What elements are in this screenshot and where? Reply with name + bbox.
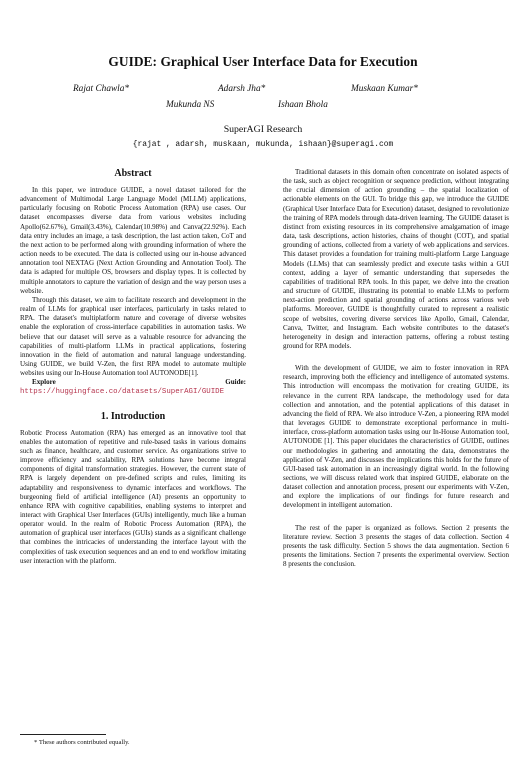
author-name: Adarsh Jha*	[218, 84, 266, 94]
body-paragraph: The rest of the paper is organized as follows. Section 2 presents the literature review. Section 3 presents the stages of data collection. Section 4 presents the task difficulty. Section 5 shows the data augmentation. Section 6 presents the limitations. Section 7 presents the experimental overview. Section 8 presents the conclusion.	[283, 523, 509, 569]
author-emails: {rajat , adarsh, muskaan, mukunda, ishaan}@superagi.com	[132, 140, 394, 149]
footnote: * These authors contributed equally.	[34, 739, 130, 746]
explore-label: Explore Guide:	[32, 378, 246, 387]
body-paragraph: Traditional datasets in this domain often concentrate on isolated aspects of the task, such as object recognition or sequence prediction, without integrating the crucial dimension of action grounding – the spatial localization of actionable elements on the GUI. To bridge this gap, we introduce the GUIDE (Graphical User Interface Data for Execution) dataset, designed to revolutionize the training of RPA models through data-driven learning. The GUIDE dataset is distinct from existing resources in its comprehensive amalgamation of image data, task descriptions, action histories, chains of thought (COT), and spatial grounding of actions, collected from a variety of web applications and services. This dataset provides a foundation for training multi-platform Large Language Models (LLMs) that can seamlessly predict and execute tasks within a GUI context, adding a layer of semantic understanding that supersedes the capabilities of traditional RPA tools. In this paper, we delve into the creation and structure of GUIDE, illustrating its potential to enable LLMs to perform next-action prediction and spatial grounding of actions across various web platforms. Moreover, GUIDE is thoughtfully curated to represent a realistic scope of websites, covering diverse services like Apollo, Gmail, Calendar, Canva, Twitter, and Instagram. Each website contributes to the dataset's heterogeneity in design and interaction patterns, offering a robust testing ground for RPA models.	[283, 168, 509, 350]
author-name: Mukunda NS	[166, 100, 215, 110]
dataset-link[interactable]: https://huggingface.co/datasets/SuperAGI/GUIDE	[20, 388, 225, 397]
author-name: Muskaan Kumar*	[351, 84, 418, 94]
introduction-heading: 1. Introduction	[100, 410, 166, 422]
intro-paragraph: Robotic Process Automation (RPA) has emerged as an innovative tool that enables the automation of repetitive and rule-based tasks in various domains such as finance, healthcare, and customer service. As organizations strive to improve efficiency and scalability, RPA solutions have become integral components of digital transformation strategies. However, the current state of RPA is largely dependent on pre-defined scripts and rules, limiting its adaptability and responsiveness to dynamic interfaces and workflows. The burgeoning field of artificial intelligence (AI) presents an opportunity to enhance RPA with cognitive capabilities, enabling systems to interpret and interact with Graphical User Interfaces (GUIs) intelligently, much like a human operator would. In the realm of Robotic Process Automation (RPA), the automation of graphical user interfaces (GUIs) stands as a significant challenge that combines the intricacies of understanding the interface layout with the complexities of task execution sequences and an end to end workflow imitating user interaction with the platform.	[20, 428, 246, 565]
body-paragraph: With the development of GUIDE, we aim to foster innovation in RPA research, improving both the efficiency and intelligence of automated systems. This introduction will encompass the motivation for creating GUIDE, its relevance in the current RPA landscape, the methodology used for data collection and annotation, and the potential applications of this dataset in advancing the field of RPA. We also introduce V-Zen, a pioneering RPA model that leverages GUIDE to demonstrate exceptional performance in multi-interface, cross-platform automation tasks using our In-House Automation tool, AUTONODE [1]. This paper elucidates the characteristics of GUIDE, outlines our methodologies in gathering and annotating the data, demonstrates the application of V-Zen, and discusses the implications this holds for the future of GUI-based task automation in an increasingly digital world. In the following sections, we will discuss related work that inspired GUIDE, elaborate on the dataset collection and annotation process, present our experiments with V-Zen, and explore the implications of our findings for future research and development in intelligent automation.	[283, 364, 509, 510]
left-column	[20, 168, 246, 566]
abstract-paragraph: Through this dataset, we aim to facilitate research and development in the realm of LLMs for graphical user interfaces, particularly in tasks related to RPA. The dataset's multiplatform nature and coverage of diverse websites enable the exploration of cross-interface capabilities in automation tasks. We believe that our dataset will serve as a valuable resource for advancing the capabilities of multi-platform LLMs in practical applications, fostering innovation in the field of automation and natural language understanding. Using GUIDE, we build V-Zen, the first RPA model to automate multiple websites using our In-House Automation tool AUTONODE[1].	[20, 295, 246, 378]
paper-title: GUIDE: Graphical User Interface Data for Execution	[108, 54, 418, 69]
footnote-divider	[20, 734, 106, 735]
explore-guide-line	[20, 378, 246, 397]
abstract-heading: Abstract	[114, 168, 152, 179]
affiliation: SuperAGI Research	[223, 124, 303, 135]
author-name: Ishaan Bhola	[278, 100, 328, 110]
abstract-paragraph: In this paper, we introduce GUIDE, a novel dataset tailored for the advancement of Multimodal Large Language Model (MLLM) applications, particularly focusing on Robotic Process Automation (RPA) use cases. Our dataset encompasses diverse data from various websites including Apollo(62.67%), Gmail(3.43%), Calendar(10.98%) and Canva(22.92%). Each data entry includes an image, a task description, the last action taken, CoT and the next action to be performed along with grounding information of where the action needs to be executed. The data is collected using our in-house advanced annotation tool NEXTAG (Next Action Grounding and Annotation Tool). The data is adapted for multiple OS, browsers and display types. It is collected by multiple annotators to capture the variation of design and the way person uses a website.	[20, 186, 246, 295]
right-column	[283, 168, 509, 569]
author-name: Rajat Chawla*	[73, 84, 130, 94]
